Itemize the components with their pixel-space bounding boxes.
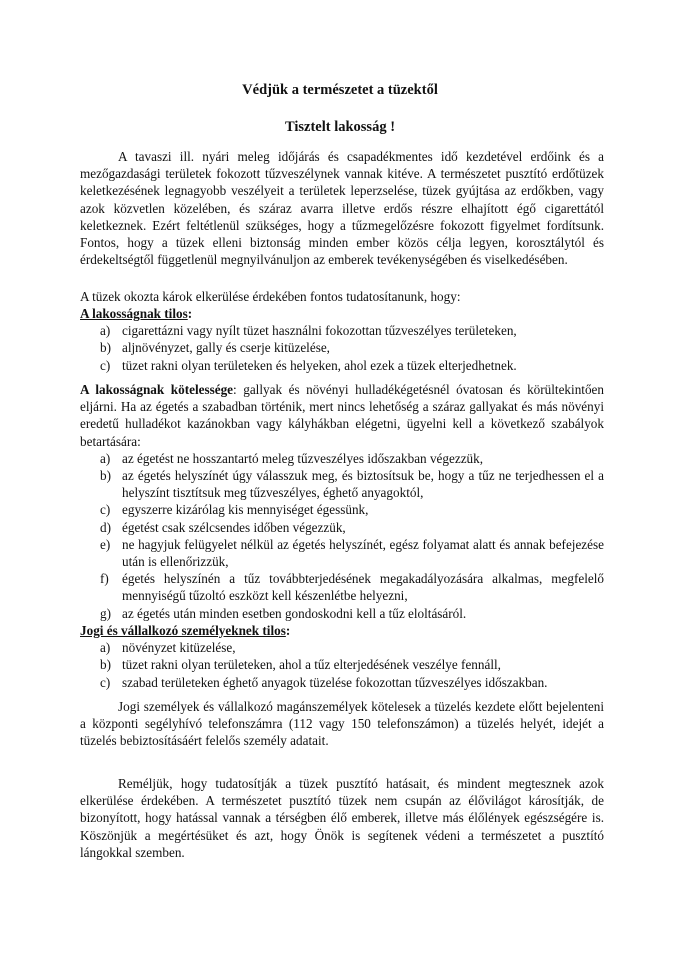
legal-section bbox=[80, 622, 604, 691]
duty-list bbox=[80, 450, 604, 622]
list-item: a) cigarettázni vagy nyílt tüzet használni fokozottan tűzveszélyes területeken, bbox=[100, 323, 517, 339]
forbidden-heading: A lakosságnak tilos: bbox=[80, 306, 193, 321]
list-item: c) tüzet rakni olyan területeken és helyeken, ahol ezek a tüzek elterjedhetnek. bbox=[100, 357, 517, 373]
list-item: a) növényzet kitüzelése, bbox=[100, 640, 236, 656]
list-item: e) ne hagyjuk felügyelet nélkül az égetés helyszínét, egész folyamat alatt és annak befejezése után is ellenőrizzük, bbox=[100, 536, 604, 570]
list-item: c) szabad területeken éghető anyagok tüzelése fokozottan tűzveszélyes időszakban. bbox=[100, 674, 548, 690]
legal-note-paragraph: Jogi személyek és vállalkozó magánszemélyek kötelesek a tüzelés kezdete előtt bejelenteni a központi segélyhívó telefonszámra (112 vagy 150 telefonszámon) a tüzelés helyét, idejét a tüzelés bebiztosításáért felelős személy adatait. bbox=[80, 699, 604, 749]
greeting: Tisztelt lakosság ! bbox=[284, 119, 396, 135]
list-item: g) az égetés után minden esetben gondoskodni kell a tűz eloltásáról. bbox=[100, 605, 467, 621]
inform-line: A tüzek okozta károk elkerülése érdekében fontos tudatosítanunk, hogy: bbox=[80, 289, 461, 304]
list-item: b) az égetés helyszínét úgy válasszuk meg, és biztosítsuk be, hogy a tűz ne terjedhessen el a helyszínt tisztítsuk meg tűzveszélyes, éghető anyagoktól, bbox=[100, 468, 604, 501]
document-title: Védjük a természetet a tüzektől bbox=[242, 82, 438, 98]
intro-paragraph: A tavaszi ill. nyári meleg időjárás és csapadékmentes idő kezdetével erdőink és a mezőgazdasági területek fokozott tűzveszélynek vannak kitéve. A természetet pusztító erdőtüzek keletkezésének legnagyobb veszélyeit a területek leperzselése, tüzek gyújtása az erdőkben, vagy azok közvetlen közelében, és száraz avarra illetve erdős részre elhajított égő cigarettától keletkeznek. Ezért feltétlenül szükséges, hogy a tűzmegelőzésre fokozott figyelmet fordítsunk. Fontos, hogy a tüzek elleni biztonság minden ember közös célja legyen, korosztálytól és érdekeltségtől függetlenül megnyilvánuljon az emberek tevékenységében és viselkedésében. bbox=[80, 149, 604, 268]
list-item: f) égetés helyszínén a tűz továbbterjedésének megakadályozására alkalmas, megfelelő mennyiségű tűzoltó eszközt kell készenlétbe helyezni, bbox=[100, 571, 604, 604]
duty-heading: A lakosságnak kötelessége bbox=[80, 382, 234, 397]
duty-section bbox=[80, 381, 604, 622]
forbidden-list bbox=[80, 322, 604, 374]
closing-paragraph: Reméljük, hogy tudatosítják a tüzek pusztító hatásait, és mindent megtesznek azok elkerülése érdekében. A természetet pusztító tüzek nem csupán az élővilágot károsítják, de bizonyított, hogy hatással vannak a térségben élő emberek, illetve más élőlények egészségére is. Köszönjük a megértésüket és azt, hogy Önök is segítenek védeni a természetet a pusztító lángokkal szemben. bbox=[80, 776, 604, 860]
list-item: a) az égetést ne hosszantartó meleg tűzveszélyes időszakban végezzük, bbox=[100, 450, 484, 466]
list-item: d) égetést csak szélcsendes időben végezzük, bbox=[100, 519, 346, 535]
forbidden-section bbox=[80, 305, 604, 374]
legal-heading: Jogi és vállalkozó személyeknek tilos: bbox=[80, 623, 291, 638]
duty-paragraph: A lakosságnak kötelessége: gallyak és növényi hulladékégetésnél óvatosan és körültekintően eljárni. Ha az égetés a szabadban történik, mert nincs lehetőség a száraz gallyakat és más növényi eredetű hulladékot kazánokban vagy kályhákban elégetni, ügyelni kell a következő szabályok betartására: bbox=[80, 382, 604, 449]
list-item: b) aljnövényzet, gally és cserje kitüzelése, bbox=[100, 340, 330, 356]
legal-list bbox=[80, 639, 604, 691]
list-item: c) egyszerre kizárólag kis mennyiséget égessünk, bbox=[100, 502, 369, 518]
list-item: b) tüzet rakni olyan területeken, ahol a tűz elterjedésének veszélye fennáll, bbox=[100, 657, 501, 673]
